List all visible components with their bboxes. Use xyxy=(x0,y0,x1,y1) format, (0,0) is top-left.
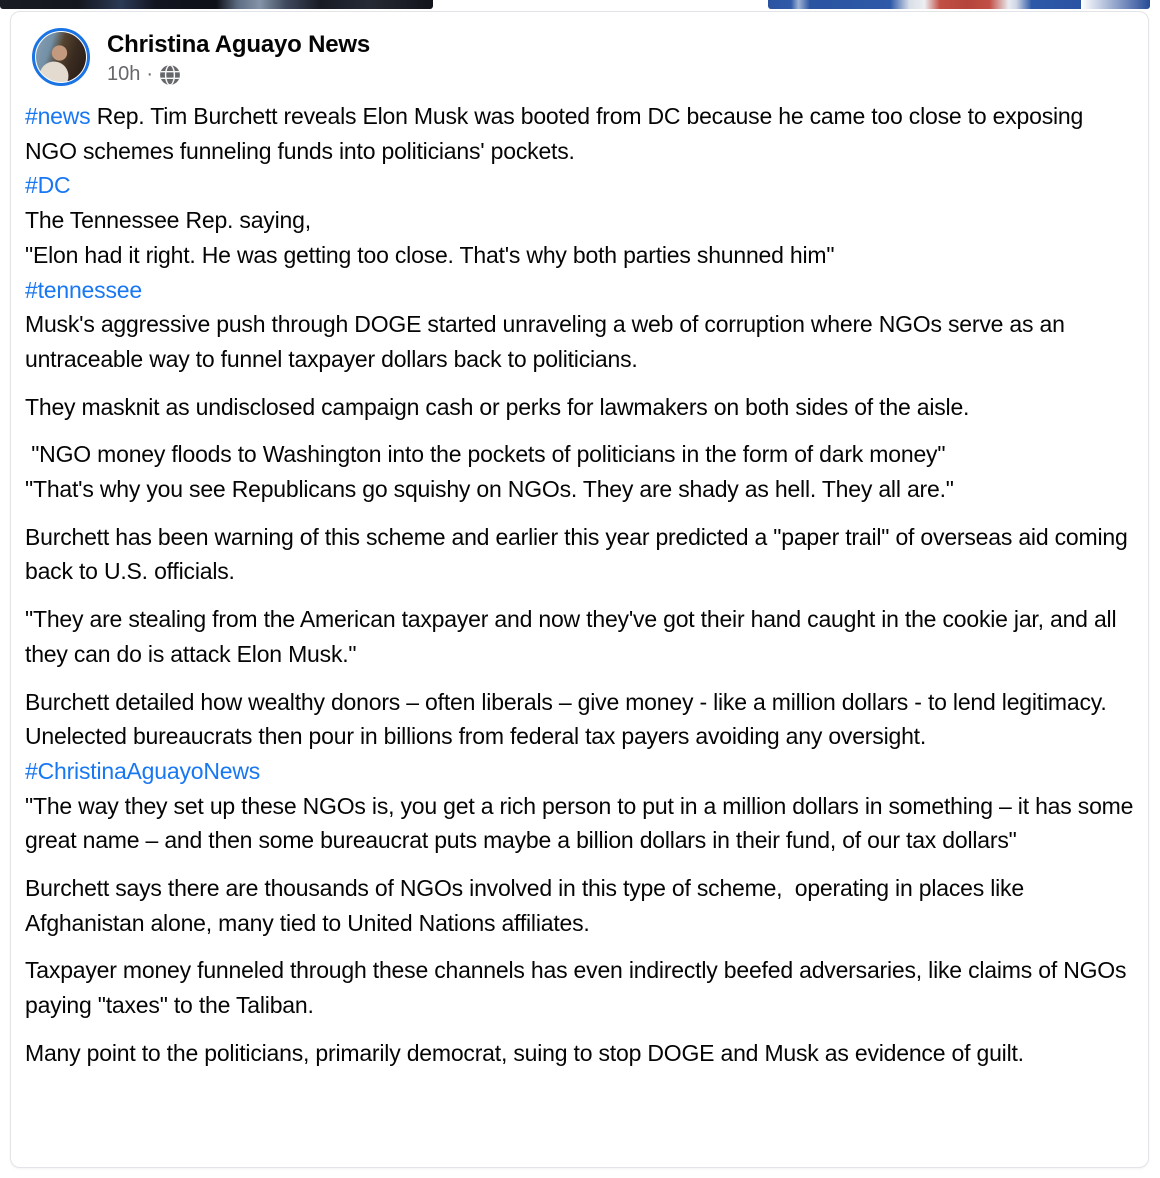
avatar-photo xyxy=(36,32,86,82)
post-text-span: "The way they set up these NGOs is, you get a rich person to put in a million dollars in something – it has some great name – and then some bureaucrat puts maybe a billion dollars in their fund, of our tax dollars" xyxy=(25,792,1140,854)
hashtag-link[interactable]: #tennessee xyxy=(25,276,142,303)
page-name-link[interactable]: Christina Aguayo News xyxy=(107,31,370,58)
avatar[interactable] xyxy=(32,28,90,86)
post-text-span: "They are stealing from the American taxpayer and now they've got their hand caught in the cookie jar, and all they can do is attack Elon Musk." xyxy=(25,606,1123,667)
post-text-span: Burchett has been warning of this scheme and earlier this year predicted a "paper trail" of overseas aid coming back to U.S. officials. xyxy=(25,523,1134,585)
post-text-span: Burchett says there are thousands of NGOs involved in this type of scheme, operating in places like Afghanistan alone, many tied to United Nations affiliates. xyxy=(25,875,1029,936)
post-text xyxy=(11,99,1148,1089)
post-card xyxy=(10,11,1149,1168)
post-paragraph xyxy=(25,99,1136,377)
post-text-span: Taxpayer money funneled through these channels has even indirectly beefed adversaries, like claims of NGOs paying "taxes" to the Taliban. xyxy=(25,957,1133,1019)
meta-separator: · xyxy=(146,63,154,85)
post-text-span: Musk's aggressive push through DOGE started unraveling a web of corruption where NGOs serve as an untraceable way to funnel taxpayer dollars back to politicians. xyxy=(25,311,1071,372)
post-paragraph xyxy=(25,1036,1136,1071)
post-text-span: Burchett detailed how wealthy donors – often liberals – give money - like a million dollars - to lend legitimacy. xyxy=(25,688,1107,715)
post-header xyxy=(11,12,1148,86)
photo-strip-left-image[interactable] xyxy=(0,0,433,9)
post-text-span: Unelected bureaucrats then pour in billions from federal tax payers avoiding any oversight. xyxy=(25,723,927,750)
hashtag-link[interactable]: #DC xyxy=(25,172,71,199)
globe-icon xyxy=(159,64,181,86)
hashtag-link[interactable]: #ChristinaAguayoNews xyxy=(25,757,261,784)
post-text-span: "Elon had it right. He was getting too close. That's why both parties shunned him" xyxy=(25,241,835,268)
photo-strip-right-image[interactable] xyxy=(768,0,1150,9)
post-paragraph xyxy=(25,602,1136,671)
post-timestamp[interactable]: 10h xyxy=(107,63,141,85)
post-text-span: "That's why you see Republicans go squishy on NGOs. They are shady as hell. They all are." xyxy=(25,476,954,503)
post-meta-row xyxy=(107,62,370,86)
header-text xyxy=(107,28,370,86)
post-paragraph xyxy=(25,953,1136,1022)
post-paragraph xyxy=(25,437,1136,506)
post-text-span: The Tennessee Rep. saying, xyxy=(25,207,311,234)
post-text-span: They masknit as undisclosed campaign cash or perks for lawmakers on both sides of the aisle. xyxy=(25,393,970,420)
post-paragraph xyxy=(25,520,1136,589)
photo-strip xyxy=(0,0,1160,9)
hashtag-link[interactable]: #news xyxy=(25,103,91,129)
post-text-span: "NGO money floods to Washington into the pockets of politicians in the form of dark money" xyxy=(25,441,946,468)
post-paragraph xyxy=(25,871,1136,940)
post-text-span: Rep. Tim Burchett reveals Elon Musk was booted from DC because he came too close to exposing NGO schemes funneling funds into politicians' pockets. xyxy=(25,103,1090,164)
post-paragraph xyxy=(25,390,1136,425)
post-text-span: Many point to the politicians, primarily democrat, suing to stop DOGE and Musk as evidence of guilt. xyxy=(25,1039,1024,1066)
post-paragraph xyxy=(25,685,1140,859)
photo-strip-middle-image[interactable] xyxy=(438,0,760,9)
